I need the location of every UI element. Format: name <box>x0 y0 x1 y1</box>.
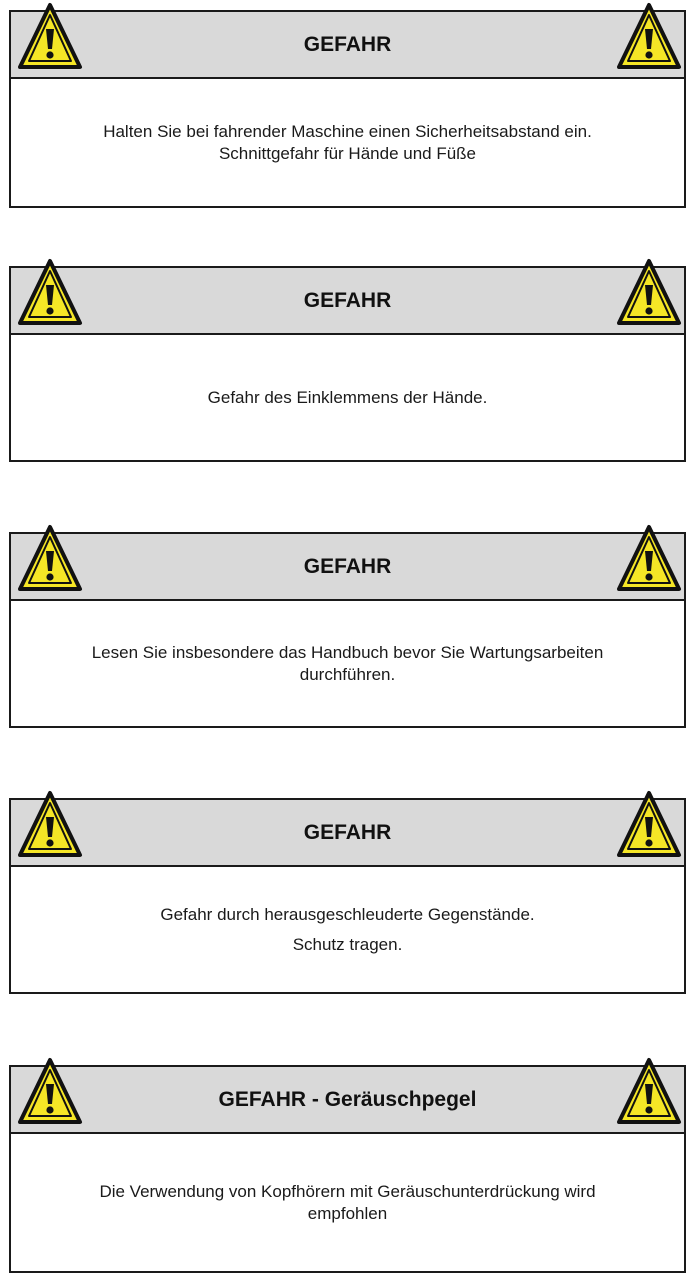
sign-message-line: durchführen. <box>299 664 396 684</box>
sign-message-line: Lesen Sie insbesondere das Handbuch bevor Sie Wartungsarbeiten <box>91 642 604 662</box>
sign-title: GEFAHR - Geräuschpegel <box>218 1088 477 1111</box>
sign-message-line: empfohlen <box>307 1203 388 1223</box>
sign-body <box>11 1134 684 1271</box>
warning-sign <box>9 1065 686 1273</box>
sign-body <box>11 335 684 460</box>
sign-title: GEFAHR <box>303 821 392 844</box>
sign-message <box>140 900 554 960</box>
warning-sign <box>9 10 686 208</box>
sign-body <box>11 79 684 206</box>
sign-message-line: Schnittgefahr für Hände und Füße <box>218 143 477 163</box>
sign-message-line: Schutz tragen. <box>292 934 403 954</box>
warning-triangle-icon <box>616 524 682 592</box>
sign-message-line: Gefahr durch herausgeschleuderte Gegenstände. <box>160 904 535 924</box>
warning-triangle-icon <box>616 2 682 70</box>
sign-message-line: Gefahr des Einklemmens der Hände. <box>207 387 488 407</box>
warning-triangle-icon <box>616 1057 682 1125</box>
sign-message <box>72 642 624 686</box>
warning-triangle-icon <box>616 790 682 858</box>
sign-title: GEFAHR <box>303 33 392 56</box>
sign-message-line: Die Verwendung von Kopfhörern mit Geräuschunterdrückung wird <box>99 1181 596 1201</box>
sign-header <box>11 800 684 867</box>
sign-header <box>11 534 684 601</box>
warning-sign <box>9 266 686 462</box>
sign-message <box>83 121 612 165</box>
warning-triangle-icon <box>616 258 682 326</box>
sign-header <box>11 1067 684 1134</box>
sign-body <box>11 601 684 726</box>
sign-header <box>11 268 684 335</box>
sign-title: GEFAHR <box>303 289 392 312</box>
sign-title: GEFAHR <box>303 555 392 578</box>
sign-message <box>79 1181 615 1225</box>
sign-message-line: Halten Sie bei fahrender Maschine einen Sicherheitsabstand ein. <box>103 121 592 141</box>
warning-sign <box>9 798 686 994</box>
sign-message <box>188 387 508 409</box>
sign-body <box>11 867 684 992</box>
warning-sign <box>9 532 686 728</box>
sign-header <box>11 12 684 79</box>
